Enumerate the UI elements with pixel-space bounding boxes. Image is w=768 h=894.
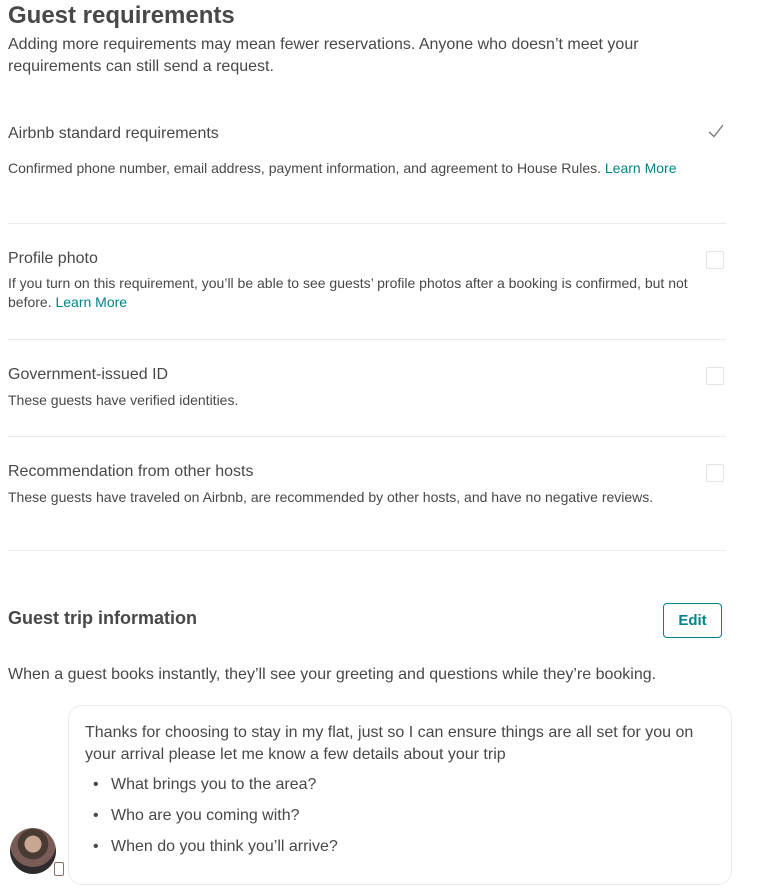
question-item: • Who are you coming with?	[93, 805, 338, 836]
requirement-description-text: Confirmed phone number, email address, payment information, and agreement to House Rules.	[8, 160, 601, 176]
check-icon	[707, 122, 725, 140]
section-title-trip-info: Guest trip information	[8, 608, 197, 628]
greeting-message-bubble	[68, 705, 732, 885]
divider	[8, 550, 726, 551]
requirement-host-recommendation	[8, 462, 726, 507]
requirement-description: These guests have verified identities.	[8, 392, 239, 408]
learn-more-link[interactable]: Learn More	[55, 294, 128, 310]
government-id-checkbox[interactable]	[706, 367, 724, 385]
learn-more-link[interactable]: Learn More	[604, 160, 677, 176]
trip-info-description: When a guest books instantly, they’ll see your greeting and questions while they’re booking.	[8, 666, 657, 683]
requirement-title: Profile photo	[8, 250, 98, 267]
intro-text: Adding more requirements may mean fewer reservations. Anyone who doesn’t meet your requirements can still send a request.	[8, 36, 639, 75]
host-avatar	[10, 828, 56, 874]
divider	[8, 436, 726, 437]
question-item: • What brings you to the area?	[93, 774, 338, 805]
divider	[8, 223, 726, 224]
question-list	[93, 774, 338, 867]
requirement-title: Recommendation from other hosts	[8, 463, 254, 480]
requirement-description: These guests have traveled on Airbnb, are recommended by other hosts, and have no negative reviews.	[8, 489, 654, 505]
requirement-government-id	[8, 365, 726, 410]
question-item: • When do you think you’ll arrive?	[93, 836, 338, 867]
verified-badge-icon	[54, 862, 64, 876]
requirement-description	[8, 274, 698, 312]
divider	[8, 339, 726, 340]
requirement-description-text: If you turn on this requirement, you’ll be able to see guests’ profile photos after a booking is confirmed, but not before.	[8, 275, 688, 310]
requirement-description	[8, 159, 698, 178]
profile-photo-checkbox[interactable]	[706, 251, 724, 269]
requirement-title: Government-issued ID	[8, 366, 169, 383]
requirement-profile-photo	[8, 249, 726, 312]
greeting-message-text: Thanks for choosing to stay in my flat, just so I can ensure things are all set for you on your arrival please let me know a few details about your trip	[85, 724, 694, 763]
requirement-title: Airbnb standard requirements	[8, 125, 219, 142]
page-title: Guest requirements	[8, 2, 235, 29]
host-recommendation-checkbox[interactable]	[706, 464, 724, 482]
requirement-standard	[8, 124, 726, 178]
edit-button[interactable]: Edit	[663, 603, 722, 638]
